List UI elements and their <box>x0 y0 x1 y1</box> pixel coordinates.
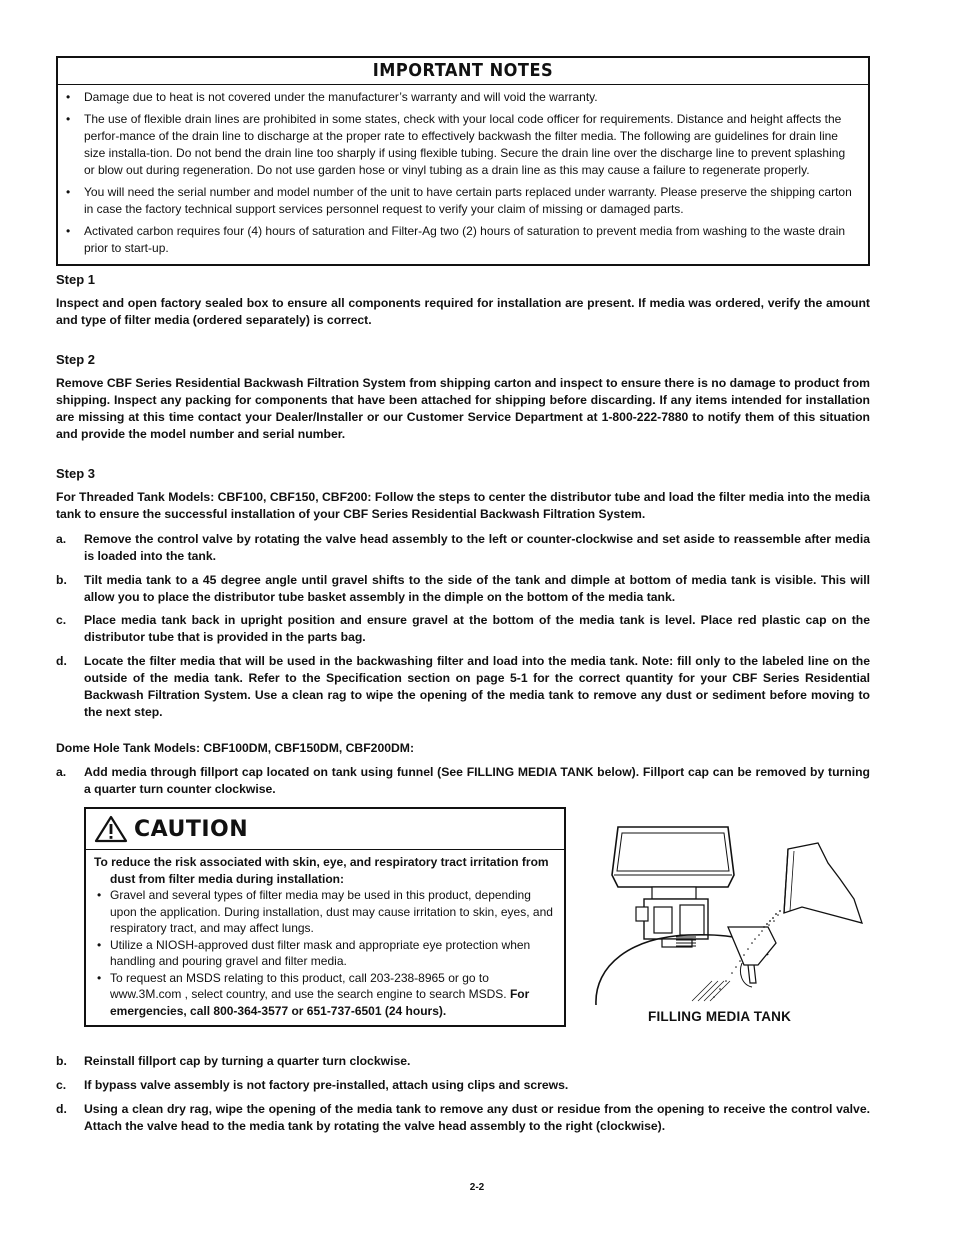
item-text: Place media tank back in upright position and ensure gravel at the bottom of the media tank is level. Place red plastic cap on the distributor tube that is provided in the parts bag. <box>84 613 870 644</box>
caution-list <box>94 887 556 1019</box>
caution-intro-line1: To reduce the risk associated with skin, eye, and respiratory tract irritation from <box>94 855 549 869</box>
figure-caption: FILLING MEDIA TANK <box>648 1009 792 1024</box>
item-letter: a. <box>56 765 67 779</box>
dome-item-b <box>56 1053 870 1070</box>
dome-section <box>56 740 870 757</box>
item-letter: c. <box>56 1078 67 1092</box>
item-text: Add media through fillport cap located on tank using funnel (See FILLING MEDIA TANK below). Fillport cap can be removed by turning a quarter turn counter clockwise. <box>84 765 870 796</box>
important-notes-box <box>56 56 870 266</box>
note-item: • Damage due to heat is not covered under the manufacturer’s warranty and will void the warranty. <box>84 89 858 106</box>
step3-item-a <box>56 531 870 565</box>
step1-text: Inspect and open factory sealed box to ensure all components required for installation are present. If media was ordered, verify the amount and type of filter media (ordered separately) is correct. <box>56 296 870 327</box>
step3-intro: For Threaded Tank Models: CBF100, CBF150, CBF200: Follow the steps to center the distributor tube and load the filter media into the media tank to ensure the successful installation of your CBF Series Residential Backwash Filtration System. <box>56 490 870 521</box>
caution-intro <box>94 854 556 887</box>
item-text: Reinstall fillport cap by turning a quarter turn clockwise. <box>84 1054 411 1068</box>
emergency-contact: For emergencies, call 800-364-3577 or 651-737-6501 (24 hours). <box>110 987 530 1018</box>
caution-header <box>86 809 564 850</box>
important-notes-list <box>58 85 868 264</box>
note-item: • You will need the serial number and model number of the unit to have certain parts replaced under warranty. Please preserve the shipping carton in case the factory technical support services personnel request to verify your claim of missing or damaged parts. <box>84 184 858 218</box>
caution-box <box>84 807 566 1027</box>
dome-item-d <box>56 1101 870 1135</box>
item-letter: d. <box>56 1102 67 1116</box>
step3-item-c <box>56 612 870 646</box>
item-text: If bypass valve assembly is not factory pre-installed, attach using clips and screws. <box>84 1078 569 1092</box>
caution-title: CAUTION <box>134 817 249 842</box>
important-notes-section <box>56 56 870 266</box>
item-letter: b. <box>56 573 67 587</box>
item-text: Locate the filter media that will be used in the backwashing filter and load into the media tank. Note: fill only to the labeled line on the outside of the media tank. Refer to the Specification section on page 5-1 for the correct quantity for your CBF Series Residential Backwash Filtration System. Use a clean rag to wipe the opening of the media tank to remove any dust or sediment before moving to the next step. <box>84 654 870 719</box>
step3-heading: Step 3 <box>56 466 96 481</box>
item-text: Using a clean dry rag, wipe the opening of the media tank to remove any dust or residue from the opening to receive the control valve. Attach the valve head to the media tank by rotating the valve head assembly to the right (clockwise). <box>84 1102 870 1133</box>
filling-media-tank-drawing <box>592 815 868 1005</box>
item-letter: c. <box>56 613 67 627</box>
page-number: 2-2 <box>469 1182 485 1193</box>
step3-section <box>56 466 870 523</box>
step2-text: Remove CBF Series Residential Backwash Filtration System from shipping carton and inspect to ensure there is no damage to product from shipping. Inspect any packing for components that have been attached for shipping before discarding. If any items intended for installation are missing at this time contact your Dealer/Installer or our Customer Service Department at 1-800-222-7880 to notify them of this situation and provide the model number and serial number. <box>56 376 870 441</box>
note-item: • The use of flexible drain lines are prohibited in some states, check with your local code officer for requirements. Distance and height affects the perfor-mance of the drain line to discharge at the proper rate to effectively backwash the filter media. The following are guidelines for drain line size installa-tion. Do not bend the drain line too sharply if using flexible tubing. Secure the drain line over the discharge line to prevent splashing or blow out during regeneration. Do not use garden hose or vinyl tubing as a drain line as this may cause a failure to regenerate properly. <box>84 111 858 179</box>
step1-section <box>56 272 870 329</box>
item-text: Remove the control valve by rotating the valve head assembly to the left or counter-clockwise and set aside to reassemble after media is loaded into the tank. <box>84 532 870 563</box>
step2-heading: Step 2 <box>56 352 96 367</box>
important-notes-title: IMPORTANT NOTES <box>58 58 868 85</box>
dome-item-c <box>56 1077 870 1094</box>
warning-triangle-icon <box>94 815 128 848</box>
note-item: • Activated carbon requires four (4) hours of saturation and Filter-Ag two (2) hours of saturation to prevent media from washing to the waste drain prior to start-up. <box>84 223 858 257</box>
step3-item-d <box>56 653 870 721</box>
caution-bullet: • Utilize a NIOSH-approved dust filter mask and appropriate eye protection when handling and pouring gravel and filter media. <box>110 937 556 970</box>
caution-bullet-text: To request an MSDS relating to this product, call 203-238-8965 or go to www.3M.com , select country, and use the search engine to search MSDS. <box>110 970 510 1001</box>
caution-bullet: • Gravel and several types of filter media may be used in this product, depending upon the application. During installation, dust may cause irritation to skin, eyes, and respiratory tract, and may affect lungs. <box>110 887 556 937</box>
caution-bullet <box>110 970 556 1020</box>
item-letter: b. <box>56 1054 67 1068</box>
filling-media-tank-illustration <box>592 815 868 1005</box>
step2-section <box>56 352 870 443</box>
caution-body <box>86 850 564 1019</box>
caution-intro-line2: dust from filter media during installation: <box>110 871 345 886</box>
item-text: Tilt media tank to a 45 degree angle until gravel shifts to the side of the tank and dimple at bottom of media tank is visible. This will allow you to place the distributor tube basket assembly in the dimple on the bottom of the media tank. <box>84 573 870 604</box>
dome-heading: Dome Hole Tank Models: CBF100DM, CBF150DM, CBF200DM: <box>56 741 415 755</box>
dome-item-a <box>56 764 870 798</box>
step3-item-b <box>56 572 870 606</box>
item-letter: a. <box>56 532 67 546</box>
item-letter: d. <box>56 654 67 668</box>
step1-heading: Step 1 <box>56 272 96 287</box>
